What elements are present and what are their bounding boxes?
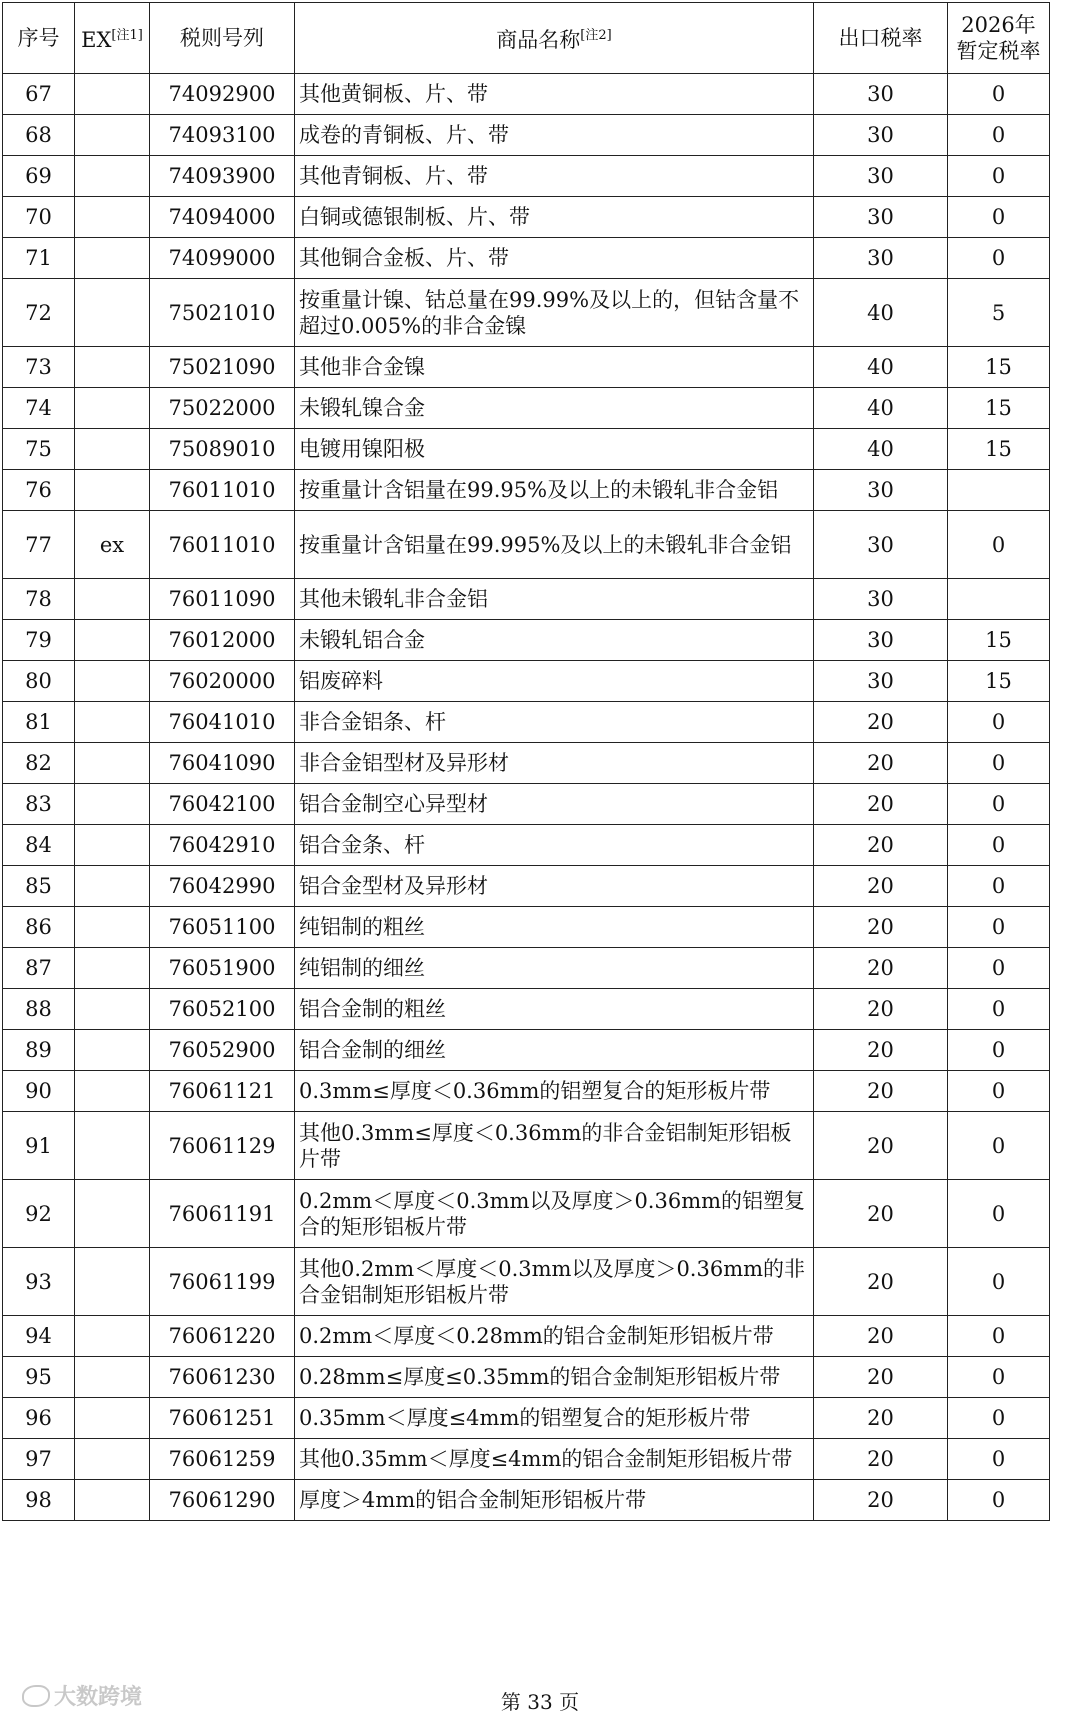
cell-seq: 86: [3, 907, 75, 948]
cell-seq: 73: [3, 347, 75, 388]
cell-temp-rate: [948, 470, 1050, 511]
cell-export-rate: 20: [814, 1439, 948, 1480]
table-row: [3, 825, 1050, 866]
cell-temp-rate: 0: [948, 511, 1050, 579]
cell-temp-rate: 0: [948, 989, 1050, 1030]
header-name: [295, 3, 814, 74]
table-row: [3, 866, 1050, 907]
cell-seq: 71: [3, 238, 75, 279]
cell-export-rate: 20: [814, 907, 948, 948]
cell-temp-rate: 0: [948, 702, 1050, 743]
cell-name: 按重量计镍、钴总量在99.99%及以上的，但钴含量不超过0.005%的非合金镍: [295, 279, 814, 347]
cell-temp-rate: 0: [948, 1480, 1050, 1521]
cell-seq: 97: [3, 1439, 75, 1480]
cell-code: 74093900: [150, 156, 295, 197]
cell-code: 76061259: [150, 1439, 295, 1480]
cell-name: 纯铝制的细丝: [295, 948, 814, 989]
cell-seq: 85: [3, 866, 75, 907]
table-row: [3, 1112, 1050, 1180]
cell-seq: 95: [3, 1357, 75, 1398]
table-row: [3, 429, 1050, 470]
cell-ex: [75, 1071, 150, 1112]
cell-ex: [75, 579, 150, 620]
cell-name: 铝合金条、杆: [295, 825, 814, 866]
cell-temp-rate: 0: [948, 784, 1050, 825]
table-row: [3, 388, 1050, 429]
cell-ex: [75, 1357, 150, 1398]
cell-export-rate: 30: [814, 115, 948, 156]
cell-temp-rate: 15: [948, 661, 1050, 702]
cell-name: 其他青铜板、片、带: [295, 156, 814, 197]
cell-export-rate: 30: [814, 197, 948, 238]
header-temp-rate: [948, 3, 1050, 74]
cell-name: 其他黄铜板、片、带: [295, 74, 814, 115]
cell-code: 76011010: [150, 470, 295, 511]
cell-code: 76052100: [150, 989, 295, 1030]
cell-name: 成卷的青铜板、片、带: [295, 115, 814, 156]
cell-ex: [75, 115, 150, 156]
cell-code: 75089010: [150, 429, 295, 470]
cell-ex: [75, 470, 150, 511]
cell-seq: 72: [3, 279, 75, 347]
cell-temp-rate: 0: [948, 1071, 1050, 1112]
cell-name: 其他未锻轧非合金铝: [295, 579, 814, 620]
cell-code: 76061290: [150, 1480, 295, 1521]
cell-ex: [75, 866, 150, 907]
cell-name: 其他铜合金板、片、带: [295, 238, 814, 279]
cell-temp-rate: 15: [948, 429, 1050, 470]
cell-ex: [75, 1030, 150, 1071]
cell-code: 74092900: [150, 74, 295, 115]
cell-code: 76061121: [150, 1071, 295, 1112]
cell-export-rate: 30: [814, 579, 948, 620]
table-row: [3, 470, 1050, 511]
cell-export-rate: 30: [814, 511, 948, 579]
header-name-label: 商品名称: [496, 28, 581, 52]
tariff-table: [2, 2, 1050, 1521]
cell-ex: [75, 620, 150, 661]
cell-name: 其他0.3mm≤厚度＜0.36mm的非合金铝制矩形铝板片带: [295, 1112, 814, 1180]
cell-ex: [75, 1316, 150, 1357]
page-number: 第 33 页: [500, 1690, 580, 1714]
cell-temp-rate: 0: [948, 1180, 1050, 1248]
cell-ex: [75, 1248, 150, 1316]
cell-ex: [75, 238, 150, 279]
cell-code: 74099000: [150, 238, 295, 279]
cell-temp-rate: 0: [948, 907, 1050, 948]
cell-seq: 96: [3, 1398, 75, 1439]
cell-ex: [75, 989, 150, 1030]
table-row: [3, 579, 1050, 620]
cell-seq: 68: [3, 115, 75, 156]
cell-seq: 93: [3, 1248, 75, 1316]
cell-temp-rate: 0: [948, 1398, 1050, 1439]
cell-temp-rate: 0: [948, 866, 1050, 907]
cell-code: 74093100: [150, 115, 295, 156]
cell-export-rate: 20: [814, 1030, 948, 1071]
table-row: [3, 948, 1050, 989]
cell-seq: 76: [3, 470, 75, 511]
cell-seq: 88: [3, 989, 75, 1030]
table-row: [3, 702, 1050, 743]
cell-export-rate: 20: [814, 1180, 948, 1248]
header-code: 税则号列: [150, 3, 295, 74]
cell-code: 76061230: [150, 1357, 295, 1398]
cell-temp-rate: 15: [948, 347, 1050, 388]
cell-temp-rate: 0: [948, 1357, 1050, 1398]
cell-export-rate: 20: [814, 1112, 948, 1180]
cell-code: 76041010: [150, 702, 295, 743]
table-row: [3, 1248, 1050, 1316]
cell-seq: 79: [3, 620, 75, 661]
cell-name: 非合金铝型材及异形材: [295, 743, 814, 784]
cell-code: 76061251: [150, 1398, 295, 1439]
cell-code: 76052900: [150, 1030, 295, 1071]
cell-name: 0.28mm≤厚度≤0.35mm的铝合金制矩形铝板片带: [295, 1357, 814, 1398]
table-row: [3, 347, 1050, 388]
cell-export-rate: 20: [814, 784, 948, 825]
cell-export-rate: 20: [814, 1071, 948, 1112]
cell-export-rate: 20: [814, 1357, 948, 1398]
table-row: [3, 115, 1050, 156]
cell-name: 电镀用镍阳极: [295, 429, 814, 470]
cell-temp-rate: 15: [948, 620, 1050, 661]
cell-ex: ex: [75, 511, 150, 579]
watermark-text: 大数跨境: [54, 1685, 143, 1710]
cell-temp-rate: 15: [948, 388, 1050, 429]
cell-temp-rate: 0: [948, 238, 1050, 279]
table-row: [3, 197, 1050, 238]
cell-seq: 94: [3, 1316, 75, 1357]
cell-code: 76061129: [150, 1112, 295, 1180]
cell-export-rate: 30: [814, 620, 948, 661]
cell-ex: [75, 907, 150, 948]
cell-name: 厚度＞4mm的铝合金制矩形铝板片带: [295, 1480, 814, 1521]
cell-export-rate: 40: [814, 429, 948, 470]
cell-name: 铝废碎料: [295, 661, 814, 702]
cell-temp-rate: 0: [948, 115, 1050, 156]
cell-seq: 82: [3, 743, 75, 784]
cell-name: 铝合金制的粗丝: [295, 989, 814, 1030]
cell-seq: 74: [3, 388, 75, 429]
table-row: [3, 1030, 1050, 1071]
cell-ex: [75, 1398, 150, 1439]
cell-code: 75022000: [150, 388, 295, 429]
cell-export-rate: 20: [814, 1316, 948, 1357]
cell-seq: 91: [3, 1112, 75, 1180]
cell-ex: [75, 74, 150, 115]
table-row: [3, 661, 1050, 702]
table-row: [3, 907, 1050, 948]
cell-ex: [75, 1439, 150, 1480]
cell-seq: 98: [3, 1480, 75, 1521]
cell-seq: 78: [3, 579, 75, 620]
table-row: [3, 1439, 1050, 1480]
cell-export-rate: 40: [814, 388, 948, 429]
cell-temp-rate: 0: [948, 1316, 1050, 1357]
cell-ex: [75, 388, 150, 429]
cell-temp-rate: 5: [948, 279, 1050, 347]
cell-temp-rate: 0: [948, 948, 1050, 989]
header-seq: 序号: [3, 3, 75, 74]
header-ex-label: EX: [81, 28, 112, 52]
cell-temp-rate: 0: [948, 197, 1050, 238]
cell-code: 76042910: [150, 825, 295, 866]
cell-seq: 87: [3, 948, 75, 989]
cell-ex: [75, 156, 150, 197]
table-row: [3, 989, 1050, 1030]
cell-code: 76051100: [150, 907, 295, 948]
cell-name: 按重量计含铝量在99.995%及以上的未锻轧非合金铝: [295, 511, 814, 579]
header-temp-rate-line2: 暂定税率: [956, 39, 1041, 63]
cell-ex: [75, 825, 150, 866]
cell-name: 铝合金型材及异形材: [295, 866, 814, 907]
cell-export-rate: 20: [814, 743, 948, 784]
cell-code: 76042990: [150, 866, 295, 907]
cell-code: 76061220: [150, 1316, 295, 1357]
cell-export-rate: 30: [814, 470, 948, 511]
cell-name: 纯铝制的粗丝: [295, 907, 814, 948]
cell-temp-rate: 0: [948, 1248, 1050, 1316]
header-ex: [75, 3, 150, 74]
cell-name: 其他0.2mm＜厚度＜0.3mm以及厚度＞0.36mm的非合金铝制矩形铝板片带: [295, 1248, 814, 1316]
cell-export-rate: 40: [814, 347, 948, 388]
table-row: [3, 74, 1050, 115]
cell-export-rate: 30: [814, 156, 948, 197]
header-export-rate: 出口税率: [814, 3, 948, 74]
cell-temp-rate: 0: [948, 1030, 1050, 1071]
cell-temp-rate: 0: [948, 156, 1050, 197]
table-body: [3, 74, 1050, 1521]
cell-export-rate: 30: [814, 238, 948, 279]
cell-ex: [75, 279, 150, 347]
cell-temp-rate: 0: [948, 743, 1050, 784]
cell-temp-rate: [948, 579, 1050, 620]
cell-seq: 77: [3, 511, 75, 579]
table-row: [3, 1071, 1050, 1112]
cell-code: 74094000: [150, 197, 295, 238]
table-row: [3, 238, 1050, 279]
table-row: [3, 511, 1050, 579]
cell-export-rate: 20: [814, 989, 948, 1030]
cell-ex: [75, 702, 150, 743]
cell-export-rate: 40: [814, 279, 948, 347]
cell-seq: 90: [3, 1071, 75, 1112]
table-row: [3, 279, 1050, 347]
cell-ex: [75, 1480, 150, 1521]
cell-ex: [75, 347, 150, 388]
cell-export-rate: 20: [814, 948, 948, 989]
cell-temp-rate: 0: [948, 74, 1050, 115]
cell-code: 76061199: [150, 1248, 295, 1316]
cell-name: 0.2mm＜厚度＜0.28mm的铝合金制矩形铝板片带: [295, 1316, 814, 1357]
cell-seq: 69: [3, 156, 75, 197]
table-row: [3, 1180, 1050, 1248]
cell-ex: [75, 429, 150, 470]
cell-name: 0.3mm≤厚度＜0.36mm的铝塑复合的矩形板片带: [295, 1071, 814, 1112]
table-row: [3, 1398, 1050, 1439]
cell-seq: 70: [3, 197, 75, 238]
header-temp-rate-line1: 2026年: [961, 13, 1036, 37]
cell-seq: 80: [3, 661, 75, 702]
table-header-row: [3, 3, 1050, 74]
cell-code: 75021010: [150, 279, 295, 347]
cell-temp-rate: 0: [948, 825, 1050, 866]
cell-seq: 75: [3, 429, 75, 470]
cell-code: 76020000: [150, 661, 295, 702]
cell-seq: 81: [3, 702, 75, 743]
table-row: [3, 620, 1050, 661]
cell-name: 非合金铝条、杆: [295, 702, 814, 743]
cell-export-rate: 30: [814, 661, 948, 702]
cell-name: 其他0.35mm＜厚度≤4mm的铝合金制矩形铝板片带: [295, 1439, 814, 1480]
cell-code: 76012000: [150, 620, 295, 661]
cell-name: 其他非合金镍: [295, 347, 814, 388]
cell-code: 76042100: [150, 784, 295, 825]
cell-code: 75021090: [150, 347, 295, 388]
cell-export-rate: 30: [814, 74, 948, 115]
cell-temp-rate: 0: [948, 1439, 1050, 1480]
cell-name: 0.35mm＜厚度≤4mm的铝塑复合的矩形板片带: [295, 1398, 814, 1439]
cell-code: 76051900: [150, 948, 295, 989]
cell-seq: 83: [3, 784, 75, 825]
cell-ex: [75, 661, 150, 702]
table-row: [3, 743, 1050, 784]
header-ex-note: [注1]: [111, 28, 143, 43]
cell-name: 铝合金制的细丝: [295, 1030, 814, 1071]
table-row: [3, 1357, 1050, 1398]
cell-name: 未锻轧镍合金: [295, 388, 814, 429]
header-name-note: [注2]: [580, 28, 612, 43]
cell-export-rate: 20: [814, 1398, 948, 1439]
cell-code: 76041090: [150, 743, 295, 784]
cell-seq: 89: [3, 1030, 75, 1071]
cell-name: 铝合金制空心异型材: [295, 784, 814, 825]
cell-ex: [75, 784, 150, 825]
cell-name: 白铜或德银制板、片、带: [295, 197, 814, 238]
cell-ex: [75, 948, 150, 989]
cell-ex: [75, 743, 150, 784]
cell-ex: [75, 197, 150, 238]
cell-export-rate: 20: [814, 825, 948, 866]
cell-name: 未锻轧铝合金: [295, 620, 814, 661]
cell-export-rate: 20: [814, 1248, 948, 1316]
table-row: [3, 1316, 1050, 1357]
cell-seq: 84: [3, 825, 75, 866]
cell-code: 76011010: [150, 511, 295, 579]
cell-code: 76011090: [150, 579, 295, 620]
cell-seq: 67: [3, 74, 75, 115]
cell-temp-rate: 0: [948, 1112, 1050, 1180]
table-row: [3, 784, 1050, 825]
cell-export-rate: 20: [814, 866, 948, 907]
cell-ex: [75, 1112, 150, 1180]
table-row: [3, 156, 1050, 197]
cell-code: 76061191: [150, 1180, 295, 1248]
cell-ex: [75, 1180, 150, 1248]
table-row: [3, 1480, 1050, 1521]
cell-export-rate: 20: [814, 702, 948, 743]
cell-export-rate: 20: [814, 1480, 948, 1521]
cell-seq: 92: [3, 1180, 75, 1248]
cell-name: 按重量计含铝量在99.95%及以上的未锻轧非合金铝: [295, 470, 814, 511]
cell-name: 0.2mm＜厚度＜0.3mm以及厚度＞0.36mm的铝塑复合的矩形铝板片带: [295, 1180, 814, 1248]
